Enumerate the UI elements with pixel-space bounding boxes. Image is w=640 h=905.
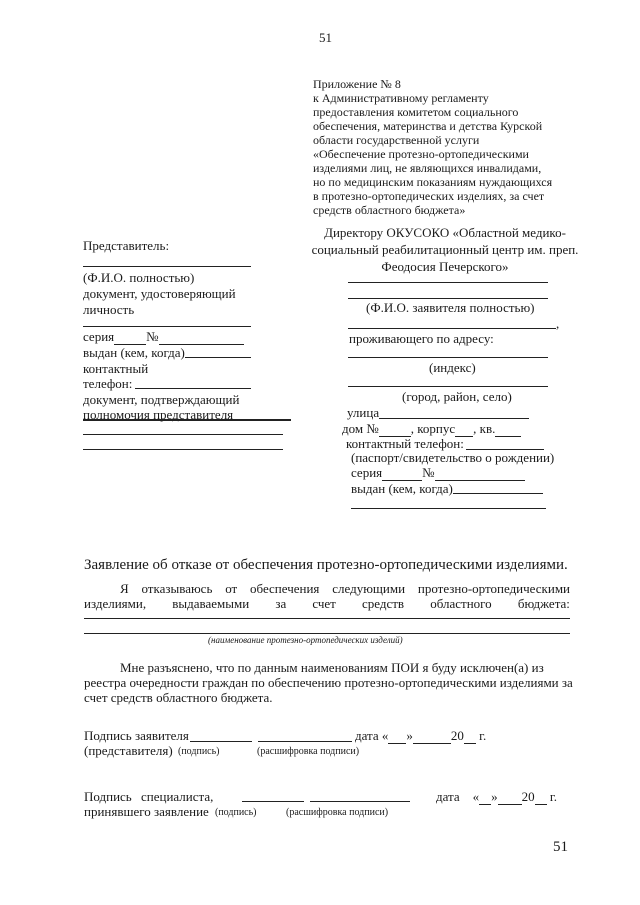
word: областного xyxy=(430,596,492,611)
specialist-label-1: Подпись xyxy=(84,789,132,804)
issued-input-2[interactable] xyxy=(351,508,546,509)
comma: , xyxy=(556,316,560,331)
page-number-top: 51 xyxy=(319,30,332,45)
appendix-line: обеспечения, материнства и детства Курской xyxy=(313,119,543,133)
rep-number-input[interactable] xyxy=(159,329,244,345)
rep-series-label: серия xyxy=(83,329,115,344)
appendix-heading xyxy=(313,77,552,217)
phone-label: контактный телефон: xyxy=(346,436,464,451)
passport-caption: (паспорт/свидетельство о рождении) xyxy=(351,450,555,465)
applicant-signature-input[interactable] xyxy=(190,741,252,742)
representative-label: (представителя) xyxy=(84,743,173,758)
kv-input[interactable] xyxy=(495,421,521,437)
appendix-line: предоставления комитетом социального xyxy=(313,105,519,119)
year-suffix: г. xyxy=(479,728,487,743)
fio-line-2[interactable] xyxy=(348,298,548,299)
rep-series-input[interactable] xyxy=(114,329,146,345)
word: обеспечения xyxy=(250,581,320,596)
addressee-line: Феодосия Печерского» xyxy=(381,259,509,274)
date-label: дата xyxy=(436,789,460,804)
word: отказываюсь xyxy=(141,581,213,596)
statement-title: Заявление об отказе от обеспечения протезно-ортопедическими изделиями. xyxy=(84,557,568,573)
specialist-decode-input[interactable] xyxy=(310,801,410,802)
number-label: № xyxy=(422,465,435,480)
city-caption: (город, район, село) xyxy=(402,389,512,404)
applicant-date xyxy=(355,728,486,744)
appendix-line: к Административному регламенту xyxy=(313,91,489,105)
items-input-1[interactable] xyxy=(84,618,570,619)
appendix-line: «Обеспечение протезно-ортопедическими xyxy=(313,147,529,161)
word: от xyxy=(225,581,238,596)
appendix-line: области государственной услуги xyxy=(313,133,480,147)
city-line[interactable] xyxy=(348,386,548,387)
decode-caption: (расшифровка подписи) xyxy=(257,746,360,757)
appendix-line: Приложение № 8 xyxy=(313,77,401,91)
statement-line-2 xyxy=(84,596,570,611)
day-input[interactable] xyxy=(479,789,491,805)
appendix-line: в протезно-ортопедических изделиях, за счет xyxy=(313,189,545,203)
rep-confirm-input-1[interactable] xyxy=(83,419,291,421)
word: Я xyxy=(120,581,129,596)
day-input[interactable] xyxy=(388,728,406,744)
fio-caption: (Ф.И.О. заявителя полностью) xyxy=(366,300,535,315)
issued-label: выдан (кем, когда) xyxy=(351,481,453,496)
date-close: » xyxy=(491,789,498,804)
word: следующими xyxy=(332,581,406,596)
word: счет xyxy=(312,596,336,611)
date-open: « xyxy=(472,789,480,804)
appendix-line: средств областного бюджета» xyxy=(313,203,466,217)
statement-line-1 xyxy=(120,581,570,596)
rep-number-label: № xyxy=(146,329,159,344)
fio-line-1[interactable] xyxy=(348,282,548,283)
applicant-decode-input[interactable] xyxy=(258,741,352,742)
rep-fio-input[interactable] xyxy=(83,266,251,267)
number-input[interactable] xyxy=(435,465,525,481)
rep-confirm-label-1: документ, подтверждающий xyxy=(83,392,240,407)
rep-doc-input[interactable] xyxy=(83,326,251,327)
fio-line-3[interactable] xyxy=(348,328,556,329)
specialist-label-2: специалиста, xyxy=(141,789,214,804)
explained-line-3: счет средств областного бюджета. xyxy=(84,690,273,705)
addressee xyxy=(300,225,590,276)
appendix-line: изделиями лиц, не являющихся инвалидами, xyxy=(313,161,542,175)
appendix-line: но по медицинским показаниям нуждающихся xyxy=(313,175,553,189)
year-suffix: г. xyxy=(549,789,558,804)
korpus-label: , корпус xyxy=(410,421,456,436)
addressee-line: Директору ОКУСОКО «Областной медико- xyxy=(324,225,566,240)
street-label: улица xyxy=(347,405,380,420)
rep-series-row xyxy=(83,329,244,345)
year-prefix: 20 xyxy=(450,728,464,743)
explained-line-1: Мне разъяснено, что по данным наименованиям ПОИ я буду исключен(а) из xyxy=(120,660,544,675)
items-caption: (наименование протезно-ортопедических изделий) xyxy=(208,635,403,645)
month-input[interactable] xyxy=(498,789,522,805)
kv-label: , кв. xyxy=(473,421,496,436)
rep-issued-input[interactable] xyxy=(185,357,251,358)
house-label: дом № xyxy=(342,421,379,436)
rep-confirm-label-2: полномочия представителя xyxy=(83,407,234,422)
year-input[interactable] xyxy=(535,789,547,805)
specialist-decode-caption: (расшифровка подписи) xyxy=(286,807,389,818)
passport-series-row xyxy=(351,465,525,481)
rep-contact-label-1: контактный xyxy=(83,361,149,376)
issued-input[interactable] xyxy=(453,493,543,494)
rep-confirm-input-2[interactable] xyxy=(83,434,283,435)
house-input[interactable] xyxy=(379,421,411,437)
signature-caption: (подпись) xyxy=(178,746,220,757)
specialist-date xyxy=(436,789,557,805)
rep-issued-label: выдан (кем, когда) xyxy=(83,345,185,360)
korpus-input[interactable] xyxy=(455,421,473,437)
street-input[interactable] xyxy=(379,418,529,419)
page-number-bottom: 51 xyxy=(553,839,568,855)
word: изделиями, xyxy=(84,596,147,611)
year-prefix: 20 xyxy=(521,789,535,804)
residing-label: проживающего по адресу: xyxy=(349,331,494,346)
addressee-line: социальный реабилитационный центр им. преп. xyxy=(311,242,579,257)
items-input-2[interactable] xyxy=(84,633,570,634)
word: за xyxy=(275,596,287,611)
applicant-signature-label: Подпись заявителя xyxy=(84,728,189,743)
specialist-label-3: принявшего заявление xyxy=(84,804,209,819)
rep-doc-label-2: личность xyxy=(83,302,135,317)
word: бюджета: xyxy=(517,596,570,611)
date-close: » xyxy=(406,728,413,743)
representative-title: Представитель: xyxy=(83,238,170,253)
specialist-signature-caption: (подпись) xyxy=(215,807,257,818)
rep-contact-label-2: телефон: xyxy=(83,376,133,391)
word: выдаваемыми xyxy=(172,596,250,611)
explained-line-2: реестра очередности граждан по обеспечению протезно-ортопедическими изделиями за xyxy=(84,675,573,690)
date-label: дата « xyxy=(355,728,389,743)
specialist-signature-input[interactable] xyxy=(242,801,304,802)
rep-confirm-input-3[interactable] xyxy=(83,449,283,450)
month-input[interactable] xyxy=(413,728,451,744)
house-row xyxy=(342,421,521,437)
year-input[interactable] xyxy=(464,728,476,744)
index-caption: (индекс) xyxy=(429,360,476,375)
word: протезно-ортопедическими xyxy=(417,581,570,596)
word: средств xyxy=(362,596,405,611)
index-line[interactable] xyxy=(348,357,548,358)
rep-doc-label-1: документ, удостоверяющий xyxy=(83,286,236,301)
series-label: серия xyxy=(351,465,383,480)
series-input[interactable] xyxy=(382,465,422,481)
rep-phone-input[interactable] xyxy=(135,388,251,389)
rep-fio-caption: (Ф.И.О. полностью) xyxy=(83,270,195,285)
